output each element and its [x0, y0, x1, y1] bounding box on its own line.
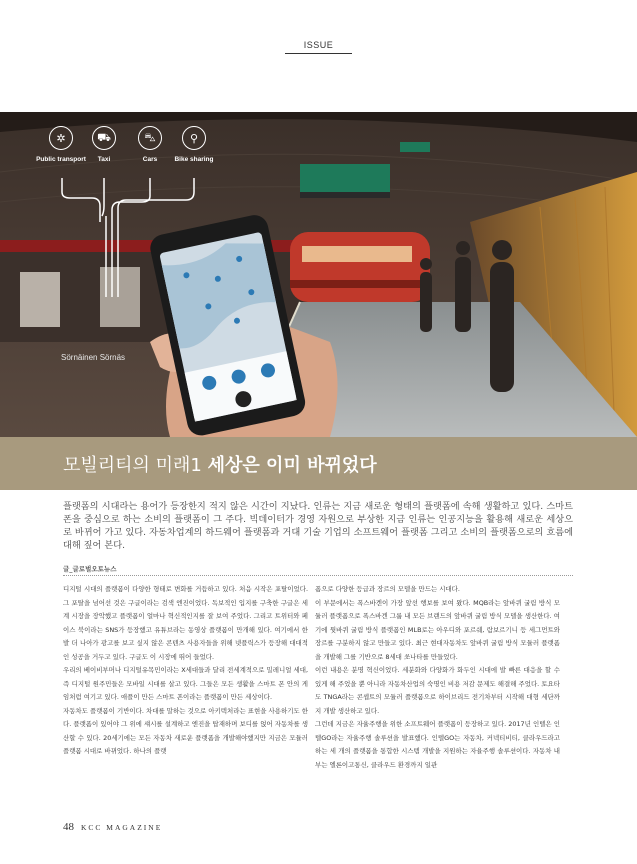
body-paragraph: 자동차도 플랫폼이 기반이다. 차대를 말하는 것으로 아키텍처라는 표현을 사용하기도 한다. 플랫폼이 있어야 그 위에 섀시를 설계하고 엔진을 탑재하며 보디를 얹어 자동차를 생산할 수 있다. 20세기에는 모든 자동차 새로운 플랫폼을 개발해야했지만 지금은 모듈러 플랫폼 시대로 바뀌었다. 하나의 플랫 — [63, 706, 308, 755]
article-title — [63, 451, 377, 477]
section-label: ISSUE — [303, 40, 334, 50]
body-paragraph: 이 부문에서는 폭스바겐이 가장 앞선 행보를 보여 왔다. MQB라는 앞바퀴 굴림 방식 모듈러 플랫폼으로 폭스바겐 그룹 내 모든 브랜드의 앞바퀴 굴림 방식 모델을 생산한다. 여기에 뒷바퀴 굴림 방식 플랫폼인 MLB로는 아우디와 포르쉐, 람보르기니 등 세그먼트와 장르를 구분하지 않고 만들고 있다. 최근 현대자동차도 앞바퀴 굴림 방식 모듈러 플랫폼을 개발해 그를 기반으로 8세대 쏘나타를 만들었다. — [315, 598, 560, 661]
body-column-left — [63, 583, 308, 759]
title-band — [0, 437, 637, 490]
category-label: Bike sharing — [174, 156, 214, 163]
magazine-name: KCC MAGAZINE — [81, 823, 163, 832]
category-bike-sharing — [164, 126, 224, 163]
body-paragraph: 우리의 베이비부머나 디지털유목민이라는 X세대들과 달리 전세계적으로 밀레니얼 세대, 즉 디지털 원주민들은 모바일 시대를 살고 있다. 그들은 모든 생활을 스마트 폰 안의 게임처럼 여기고 있다. 애플이 만든 스마트 폰이라는 플랫폼이 만든 세상이다. — [63, 666, 308, 701]
body-paragraph: 그런데 지금은 자율주행을 위한 소프트웨어 플랫폼이 등장하고 있다. 2017년 인텔은 인텔GO라는 자율주행 솔루션을 발표했다. 인텔GO는 자동차, 커넥티비티, 클라우드라고 하는 세 개의 플랫폼을 통합한 시스템 개발을 지원하는 자율주행 솔루션이다. 자동차 내부는 엘론이고통신, 클라우드 환경까지 일관 — [315, 720, 560, 769]
category-label: Public transport — [36, 156, 86, 163]
section-rule — [285, 53, 352, 54]
body-paragraph: 폼으로 다양한 등급과 장르의 모델을 만드는 시대다. — [315, 585, 460, 593]
lead-paragraph: 플랫폼의 시대라는 용어가 등장한지 적지 않은 시간이 지났다. 인류는 지금 새로운 형태의 플랫폼에 속해 생활하고 있다. 스마트폰을 중심으로 하는 소비의 플랫폼이 그 주다. 빅데이터가 경영 자원으로 부상한 지금 인류는 인공지능을 활용해 새로운 세상으로 바뀌어 가고 있다. 자동차업계의 하드웨어 플랫폼과 거대 기술 기업의 소프트웨어 플랫폼 그리고 소비의 플랫폼으로의 흐름에 대해 짚어 본다. — [63, 501, 573, 551]
body-paragraph: 이런 내용은 분명 혁신이었다. 세분화와 다양화가 화두인 시대에 발 빠른 대응을 할 수 있게 해 주었을 뿐 아니라 자동차산업의 숙명인 비용 저감 문제도 해결해 주었다. 토요타도 TNGA라는 콘셉트의 모듈러 플랫폼으로 하이브리드 전기차부터 시작해 대형 세단까지 개발 생산하고 있다. — [315, 666, 560, 715]
body-column-right — [315, 583, 560, 772]
byline: 글_글로벌오토뉴스 — [63, 565, 117, 573]
page-number: 48 — [63, 821, 74, 833]
bicycle-icon: ⚲ — [182, 126, 206, 150]
body-paragraph: 디지털 시대의 플랫폼이 다양한 형태로 변화를 거듭하고 있다. 처음 시작은 포탈이었다. 그 포탈을 넘어선 것은 구글이라는 검색 엔진이었다. 독보적인 입지를 구축한 구글은 세계 시장을 장악했고 플랫폼이 얼마나 혁신적인지를 잘 보여 주었다. 그리고 트위터와 페이스 북이라는 SNS가 등장했고 유튜브라는 동영상 플랫폼이 만개해 있다. 여기에서 한 발 더 나아가 광고를 보고 싶지 않은 콘텐츠 사용자들을 위해 넷플릭스가 등장해 대대적인 성공을 거두고 있다. 구글도 이 시장에 뛰어 들었다. — [63, 585, 308, 661]
title-light: 모빌리티의 미래1 — [63, 455, 208, 476]
taxi-icon: ⛟ — [92, 126, 116, 150]
page-footer — [63, 817, 162, 835]
station-sign: Sörnäinen Sörnäs — [61, 353, 126, 362]
car-icon: ⛍ — [138, 126, 162, 150]
category-label: Cars — [142, 156, 158, 163]
title-bold: 세상은 이미 바뀌었다 — [207, 455, 377, 476]
category-label: Taxi — [97, 156, 111, 163]
byline-divider — [63, 575, 573, 576]
bus-icon: ✲ — [49, 126, 73, 150]
